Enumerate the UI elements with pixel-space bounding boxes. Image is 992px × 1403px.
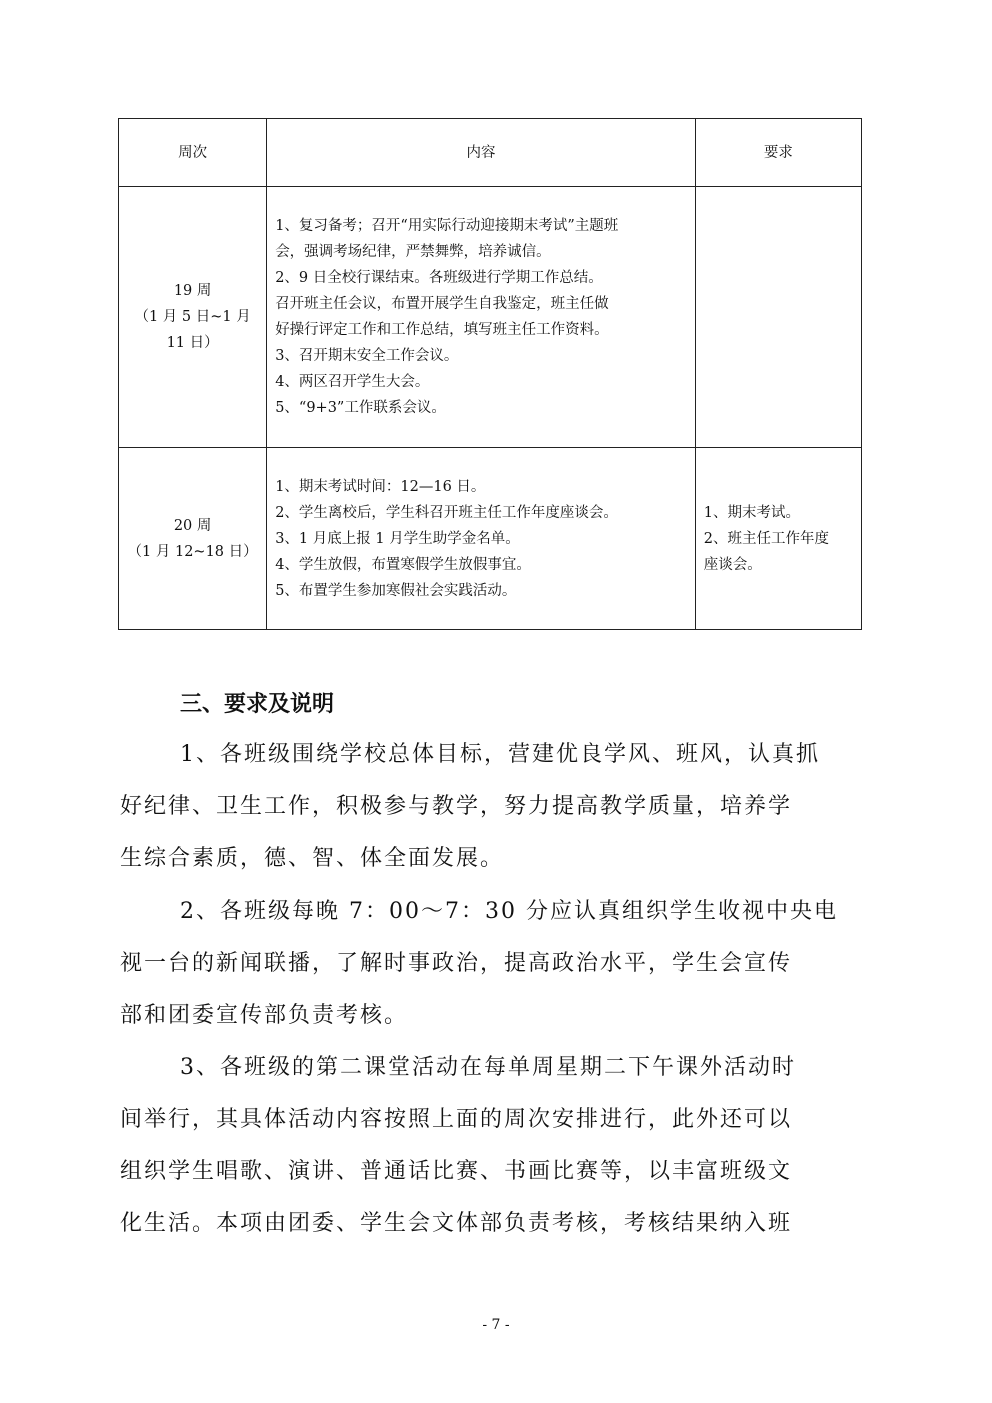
table-row [119,187,862,448]
header-week: 周次 [119,119,267,187]
schedule-table [118,118,862,630]
paragraph-line: 化生活。本项由团委、学生会文体部负责考核，考核结果纳入班 [120,1211,793,1236]
content-cell [267,448,696,630]
content-line: 2、学生离校后，学生科召开班主任工作年度座谈会。 [275,504,618,521]
paragraph-line: 间举行，其具体活动内容按照上面的周次安排进行，此外还可以 [120,1107,793,1132]
week-cell [119,187,267,448]
content-line: 1、期末考试时间：12—16 日。 [275,478,486,495]
paragraph-line: 好纪律、卫生工作，积极参与教学，努力提高教学质量，培养学 [120,794,793,819]
header-requirements: 要求 [695,119,861,187]
requirements-cell [695,187,861,448]
paragraph-line: 部和团委宣传部负责考核。 [120,1003,409,1028]
requirement-line: 1、期末考试。 [703,504,800,521]
content-line: 4、学生放假，布置寒假学生放假事宜。 [275,556,531,573]
table-header-row [119,119,862,187]
header-content: 内容 [267,119,696,187]
table-row [119,448,862,630]
paragraph-line: 生综合素质，德、智、体全面发展。 [120,846,505,871]
content-line: 会，强调考场纪律，严禁舞弊，培养诚信。 [275,244,551,260]
content-line: 3、1 月底上报 1 月学生助学金名单。 [275,530,520,547]
week-number: 20 周 [173,517,212,534]
week-cell [119,448,267,630]
content-line: 4、两区召开学生大会。 [275,374,430,390]
paragraph-line: 3、各班级的第二课堂活动在每单周星期二下午课外活动时 [180,1055,796,1080]
week-date-range: （1 月 12~18 日） [127,543,258,560]
requirement-line: 座谈会。 [703,556,762,573]
content-line: 3、召开期末安全工作会议。 [275,348,459,364]
paragraph-line: 2、各班级每晚 7：00～7：30 分应认真组织学生收视中央电 [180,899,838,924]
content-line: 1、复习备考；召开“用实际行动迎接期末考试”主题班 [275,218,619,234]
week-number: 19 周 [173,283,212,299]
section-heading: 三、要求及说明 [180,692,335,717]
requirements-cell [695,448,861,630]
paragraph-line: 视一台的新闻联播，了解时事政治，提高政治水平，学生会宣传 [120,951,793,976]
content-line: 5、布置学生参加寒假社会实践活动。 [275,582,517,599]
paragraph-line: 组织学生唱歌、演讲、普通话比赛、书画比赛等，以丰富班级文 [120,1159,793,1184]
week-date-range: （1 月 5 日~1 月 [134,309,251,325]
content-line: 召开班主任会议，布置开展学生自我鉴定，班主任做 [275,296,609,312]
content-line: 2、9 日全校行课结束。各班级进行学期工作总结。 [275,270,603,286]
content-cell [267,187,696,448]
paragraph-line: 1、各班级围绕学校总体目标，营建优良学风、班风，认真抓 [180,742,820,767]
content-line: 5、“9+3”工作联系会议。 [275,400,446,416]
requirement-line: 2、班主任工作年度 [703,530,829,547]
week-date-range: 11 日） [166,335,219,351]
page-number: - 7 - [482,1317,510,1333]
content-line: 好操行评定工作和工作总结，填写班主任工作资料。 [275,322,609,338]
